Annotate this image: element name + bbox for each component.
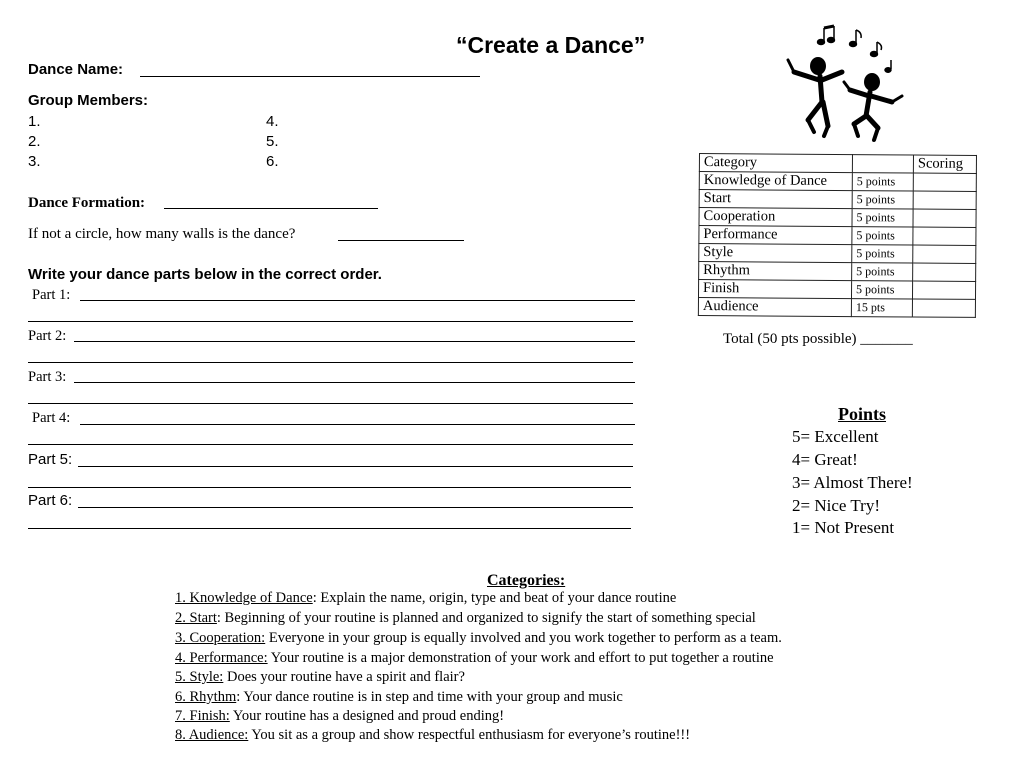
row-category: Finish — [698, 280, 851, 299]
group-members-label: Group Members: — [28, 92, 149, 109]
points-item-3: 3= Almost There! — [792, 473, 913, 492]
dancing-figures-icon — [780, 20, 910, 145]
category-item — [175, 689, 623, 706]
part-5-label: Part 5: — [28, 451, 73, 468]
table-row — [699, 190, 976, 210]
row-category: Start — [699, 190, 852, 209]
category-name: 6. Rhythm — [175, 689, 237, 705]
dance-name-field[interactable] — [140, 76, 480, 77]
row-points: 5 points — [852, 209, 913, 227]
row-score-cell[interactable] — [912, 281, 975, 299]
category-item — [175, 610, 756, 627]
row-category: Knowledge of Dance — [699, 172, 852, 191]
part-2-field[interactable] — [74, 341, 635, 342]
category-item — [175, 727, 690, 744]
member-2: 2. — [28, 133, 41, 150]
member-3: 3. — [28, 153, 41, 170]
scoring-table — [698, 153, 977, 318]
category-desc: Your dance routine is in step and time with your group and music — [243, 689, 623, 705]
page-title: “Create a Dance” — [456, 32, 646, 58]
row-points: 15 pts — [851, 299, 912, 317]
category-name: 2. Start — [175, 610, 217, 626]
part-4-field-line2[interactable] — [28, 444, 633, 445]
category-desc: Your routine is a major demonstration of your work and effort to put together a routine — [270, 650, 774, 666]
row-category: Rhythm — [699, 262, 852, 281]
part-6-label: Part 6: — [28, 492, 73, 509]
points-legend-title: Points — [838, 404, 887, 424]
row-score-cell[interactable] — [913, 245, 976, 263]
points-item-2: 2= Nice Try! — [792, 496, 880, 515]
part-6-field[interactable] — [78, 507, 633, 508]
row-category: Cooperation — [699, 208, 852, 227]
points-item-4: 4= Great! — [792, 450, 858, 469]
table-row — [698, 297, 975, 317]
category-item — [175, 669, 465, 686]
row-category: Audience — [698, 297, 851, 316]
table-row — [699, 262, 976, 282]
points-item-1: 1= Not Present — [792, 518, 895, 537]
category-desc: Your routine has a designed and proud ending! — [232, 708, 505, 724]
part-4-field[interactable] — [80, 424, 635, 425]
part-1-field[interactable] — [80, 300, 635, 301]
part-1-field-line2[interactable] — [28, 321, 633, 322]
part-3-label: Part 3: — [28, 369, 67, 385]
dance-name-label: Dance Name: — [28, 61, 124, 78]
formation-label: Dance Formation: — [28, 195, 146, 211]
row-score-cell[interactable] — [913, 173, 976, 191]
member-5: 5. — [266, 133, 279, 150]
category-desc: Beginning of your routine is planned and organized to signify the start of something special — [224, 610, 756, 626]
category-name: 7. Finish: — [175, 708, 230, 724]
category-sep: : — [236, 689, 244, 705]
table-row — [698, 280, 975, 300]
walls-question: If not a circle, how many walls is the dance? — [28, 226, 296, 242]
row-points: 5 points — [851, 281, 912, 299]
category-name: 8. Audience: — [175, 727, 249, 743]
row-points: 5 points — [852, 191, 913, 209]
row-points: 5 points — [852, 263, 913, 281]
member-1: 1. — [28, 113, 41, 130]
category-name: 1. Knowledge of Dance — [175, 590, 313, 606]
row-score-cell[interactable] — [912, 299, 975, 317]
row-score-cell[interactable] — [913, 227, 976, 245]
category-item — [175, 630, 782, 647]
part-6-field-line2[interactable] — [28, 528, 631, 529]
category-item — [175, 590, 676, 607]
category-desc: Explain the name, origin, type and beat of your dance routine — [320, 590, 677, 606]
part-2-field-line2[interactable] — [28, 362, 633, 363]
member-4: 4. — [266, 113, 279, 130]
walls-field[interactable] — [338, 240, 464, 241]
header-category: Category — [699, 154, 852, 173]
category-name: 5. Style: — [175, 669, 224, 685]
part-2-label: Part 2: — [28, 328, 67, 344]
row-score-cell[interactable] — [913, 209, 976, 227]
row-points: 5 points — [852, 245, 913, 263]
header-points — [852, 155, 913, 173]
part-1-label: Part 1: — [32, 287, 71, 303]
categories-title: Categories: — [487, 572, 566, 589]
row-points: 5 points — [852, 227, 913, 245]
category-desc: Everyone in your group is equally involved and you work together to perform as a team. — [268, 630, 782, 646]
member-6: 6. — [266, 153, 279, 170]
table-row — [699, 244, 976, 264]
category-name: 4. Performance: — [175, 650, 268, 666]
table-row — [699, 172, 976, 192]
points-item-5: 5= Excellent — [792, 427, 879, 446]
category-item — [175, 650, 774, 667]
category-name: 3. Cooperation: — [175, 630, 266, 646]
part-5-field-line2[interactable] — [28, 487, 631, 488]
row-category: Performance — [699, 226, 852, 245]
part-3-field-line2[interactable] — [28, 403, 633, 404]
row-points: 5 points — [852, 173, 913, 191]
parts-instruction: Write your dance parts below in the correct order. — [28, 266, 382, 283]
row-category: Style — [699, 244, 852, 263]
part-3-field[interactable] — [74, 382, 635, 383]
part-5-field[interactable] — [78, 466, 633, 467]
category-desc: Does your routine have a spirit and flair? — [226, 669, 465, 685]
table-row — [699, 208, 976, 228]
row-score-cell[interactable] — [913, 191, 976, 209]
row-score-cell[interactable] — [913, 263, 976, 281]
part-4-label: Part 4: — [32, 410, 71, 426]
category-item — [175, 708, 504, 725]
category-sep: : — [216, 610, 225, 626]
category-desc: You sit as a group and show respectful enthusiasm for everyone’s routine!!! — [251, 727, 691, 743]
total-score: Total (50 pts possible) _______ — [723, 331, 913, 347]
scoring-table-header — [699, 154, 976, 174]
category-sep: : — [312, 590, 321, 606]
header-scoring: Scoring — [913, 155, 976, 173]
formation-field[interactable] — [164, 208, 378, 209]
table-row — [699, 226, 976, 246]
